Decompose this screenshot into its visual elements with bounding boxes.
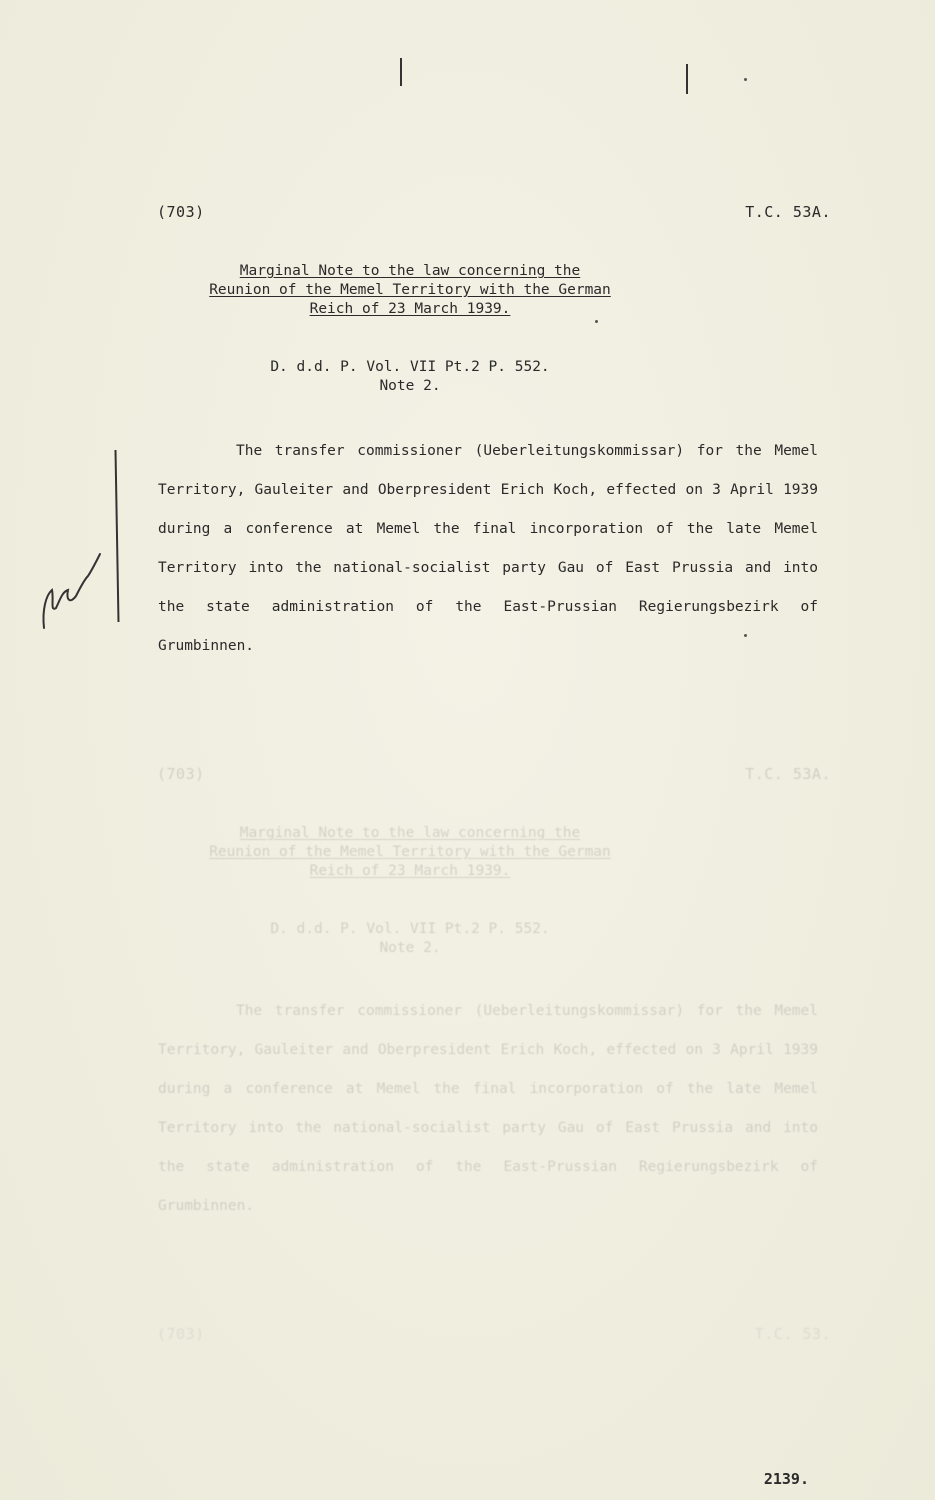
document-number: (703) bbox=[157, 203, 205, 221]
ghost-document-number: (703) bbox=[157, 765, 205, 783]
title-line: Marginal Note to the law concerning the bbox=[239, 263, 581, 279]
ghost-citation-line: D. d.d. P. Vol. VII Pt.2 P. 552. bbox=[270, 921, 550, 937]
ghost-title-line: Reunion of the Memel Territory with the German bbox=[209, 844, 611, 860]
ghost-body: The transfer commissioner (Ueberleitungskommissar) for the Memel Territory, Gauleiter and Oberpresident Erich Koch, effected on 3 April 1939 during a conference at Memel the final incorporation of the late Memel Territory into the national-socialist party Gau of East Prussia and into the state administration of the East-Prussian Regierungsbezirk of Grumbinnen. bbox=[158, 1003, 818, 1214]
ghost-title-line: Reich of 23 March 1939. bbox=[309, 863, 511, 879]
ghost-bottom-reference: T.C. 53. bbox=[754, 1325, 831, 1343]
title-line: Reunion of the Memel Territory with the German bbox=[209, 282, 611, 298]
citation-line: Note 2. bbox=[379, 378, 441, 394]
ghost-citation-line: Note 2. bbox=[379, 940, 441, 956]
body-paragraph: The transfer commissioner (Ueberleitungskommissar) for the Memel Territory, Gauleiter and Oberpresident Erich Koch, effected on 3 April 1939 during a conference at Memel the final incorporation of the late Memel Territory into the national-socialist party Gau of East Prussia and into the state administration of the East-Prussian Regierungsbezirk of Grumbinnen. bbox=[158, 443, 818, 654]
title-line: Reich of 23 March 1939. bbox=[309, 301, 511, 317]
ghost-document-reference: T.C. 53A. bbox=[745, 765, 831, 783]
document-reference: T.C. 53A. bbox=[745, 203, 831, 221]
citation-line: D. d.d. P. Vol. VII Pt.2 P. 552. bbox=[270, 359, 550, 375]
ghost-bottom-number: (703) bbox=[157, 1325, 205, 1343]
page-number: 2139. bbox=[763, 1470, 809, 1488]
ghost-title-line: Marginal Note to the law concerning the bbox=[239, 825, 581, 841]
